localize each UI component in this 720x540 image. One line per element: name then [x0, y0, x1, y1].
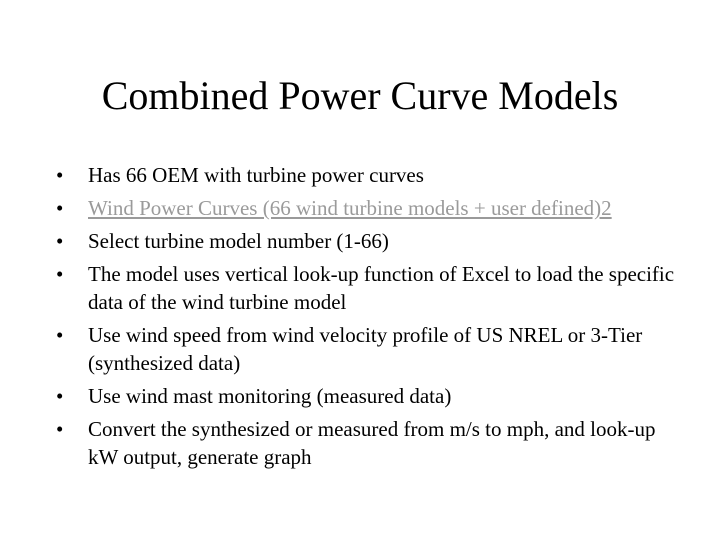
- bullet-text: The model uses vertical look-up function of Excel to load the specific data of the wind turbine model: [88, 262, 675, 314]
- bullet-item: [56, 415, 676, 471]
- bullet-dot: •: [56, 262, 64, 286]
- bullet-item: [56, 260, 676, 316]
- bullet-dot: •: [56, 229, 64, 253]
- bullet-text: Select turbine model number (1-66): [88, 229, 389, 253]
- bullet-item: [56, 227, 676, 255]
- bullet-text: Has 66 OEM with turbine power curves: [88, 163, 424, 187]
- bullet-dot: •: [56, 196, 64, 220]
- wind-power-curves-link[interactable]: Wind Power Curves (66 wind turbine models + user defined)2: [88, 196, 612, 220]
- bullet-item: [56, 382, 676, 410]
- bullet-text: Convert the synthesized or measured from m/s to mph, and look-up kW output, generate graph: [88, 417, 656, 469]
- bullet-list: [56, 161, 676, 476]
- bullet-text: Use wind mast monitoring (measured data): [88, 384, 452, 408]
- bullet-item: [56, 321, 676, 377]
- bullet-text: Use wind speed from wind velocity profile of US NREL or 3-Tier (synthesized data): [88, 323, 643, 375]
- bullet-item: [56, 161, 676, 189]
- bullet-item: [56, 194, 676, 222]
- bullet-dot: •: [56, 417, 64, 441]
- bullet-dot: •: [56, 163, 64, 187]
- bullet-dot: •: [56, 384, 64, 408]
- slide-title: Combined Power Curve Models: [101, 73, 619, 118]
- bullet-dot: •: [56, 323, 64, 347]
